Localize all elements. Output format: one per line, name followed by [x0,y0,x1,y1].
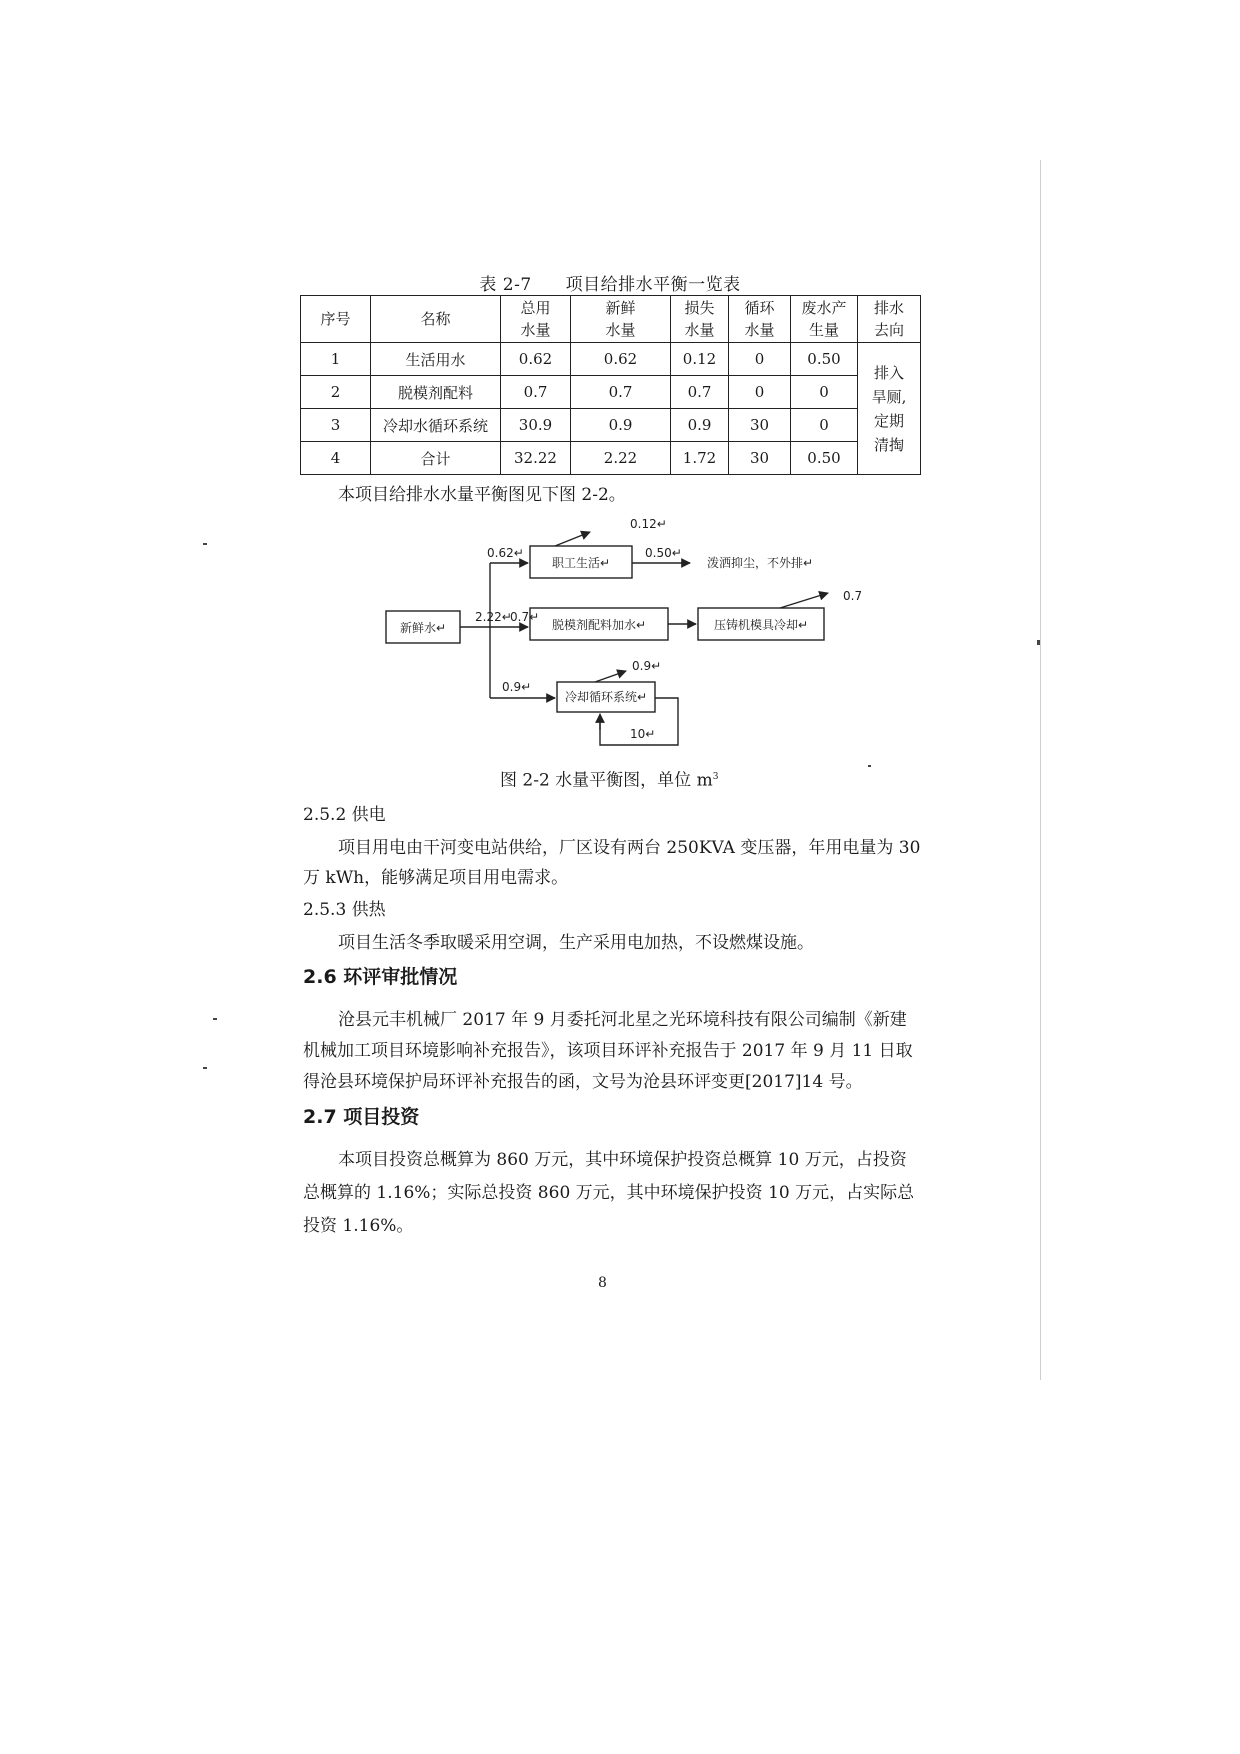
label-cooling-in: 0.9↵ [502,680,532,694]
cell-total: 32.22 [501,442,571,475]
cell-fresh: 2.22 [571,442,671,475]
header-name: 名称 [371,296,501,343]
label-staff-loss: 0.12↵ [630,517,667,531]
cell-name: 合计 [371,442,501,475]
label-staff-dest: 泼洒抑尘，不外排↵ [707,556,814,570]
cell-recycle: 0 [729,376,791,409]
cell-no: 2 [301,376,371,409]
cell-name: 生活用水 [371,343,501,376]
cell-total: 0.7 [501,376,571,409]
para-eia-line1: 沧县元丰机械厂 2017 年 9 月委托河北星之光环境科技有限公司编制《新建 [338,1010,907,1030]
cell-name: 冷却水循环系统 [371,409,501,442]
heading-2-7: 2.7 项目投资 [303,1106,420,1128]
label-staff-in: 0.62↵ [487,546,524,560]
cell-waste: 0.50 [791,442,858,475]
scan-speck [203,1067,207,1069]
header-loss: 损失 水量 [671,296,729,343]
arrow-cooling-loss [595,671,626,682]
table-caption: 表 2-7 项目给排水平衡一览表 [479,275,741,295]
scan-speck [213,1018,217,1020]
cell-recycle: 0 [729,343,791,376]
diagram-intro-text: 本项目给排水水量平衡图见下图 2-2。 [338,485,626,505]
para-invest-line3: 投资 1.16%。 [303,1216,414,1236]
header-recycle: 循环 水量 [729,296,791,343]
water-balance-diagram [0,0,1240,800]
cell-waste: 0.50 [791,343,858,376]
cell-total: 30.9 [501,409,571,442]
cell-discharge: 排入 旱厕, 定期 清掏 [858,343,921,475]
label-release-agent: 脱模剂配料加水↵ [551,618,647,632]
label-recycle: 10↵ [630,727,656,741]
cell-loss: 1.72 [671,442,729,475]
figure-caption: 图 2-2 水量平衡图，单位 $m^3$ [500,770,719,791]
para-eia-line2: 机械加工项目环境影响补充报告》，该项目环评补充报告于 2017 年 9 月 11 日取 [303,1041,913,1061]
label-fresh-water: 新鲜水↵ [399,621,447,635]
label-total-value: 2.22↵ [475,610,512,624]
label-die-cooling: 压铸机模具冷却↵ [713,618,809,632]
label-casting-loss: 0.7 [843,589,863,603]
para-eia-line3: 得沧县环境保护局环评补充报告的函，文号为沧县环评变更[2017]14 号。 [303,1072,863,1092]
cell-waste: 0 [791,409,858,442]
heading-2-5-3: 2.5.3 供热 [303,900,386,920]
page-number: 8 [598,1275,607,1291]
header-total: 总用 水量 [501,296,571,343]
para-power-line2: 万 kWh，能够满足项目用电需求。 [303,868,569,888]
para-invest-line1: 本项目投资总概算为 860 万元，其中环境保护投资总概算 10 万元，占投资 [338,1150,907,1170]
para-invest-line2: 总概算的 1.16%；实际总投资 860 万元，其中环境保护投资 10 万元，占实际总 [303,1183,915,1203]
cell-loss: 0.12 [671,343,729,376]
cell-fresh: 0.7 [571,376,671,409]
cell-fresh: 0.9 [571,409,671,442]
label-cooling-system: 冷却循环系统↵ [564,690,648,704]
arrow-staff-loss [555,532,590,546]
cell-no: 4 [301,442,371,475]
cell-name: 脱模剂配料 [371,376,501,409]
cell-loss: 0.7 [671,376,729,409]
header-no: 序号 [301,296,371,343]
header-waste: 废水产 生量 [791,296,858,343]
cell-recycle: 30 [729,409,791,442]
label-cooling-loss: 0.9↵ [632,659,662,673]
label-staff-living: 职工生活↵ [551,556,611,570]
header-fresh: 新鲜 水量 [571,296,671,343]
header-discharge: 排水 去向 [858,296,921,343]
heading-2-5-2: 2.5.2 供电 [303,805,386,825]
cell-recycle: 30 [729,442,791,475]
para-heating: 项目生活冬季取暖采用空调，生产采用电加热，不设燃煤设施。 [338,933,814,953]
cell-loss: 0.9 [671,409,729,442]
cell-fresh: 0.62 [571,343,671,376]
para-power-line1: 项目用电由干河变电站供给，厂区设有两台 250KVA 变压器，年用电量为 30 [338,838,921,858]
heading-2-6: 2.6 环评审批情况 [303,966,458,988]
cell-no: 1 [301,343,371,376]
cell-total: 0.62 [501,343,571,376]
label-release-in: 0.7↵ [510,610,540,624]
cell-no: 3 [301,409,371,442]
label-staff-out: 0.50↵ [645,546,682,560]
arrow-casting-loss [780,593,828,608]
cell-waste: 0 [791,376,858,409]
